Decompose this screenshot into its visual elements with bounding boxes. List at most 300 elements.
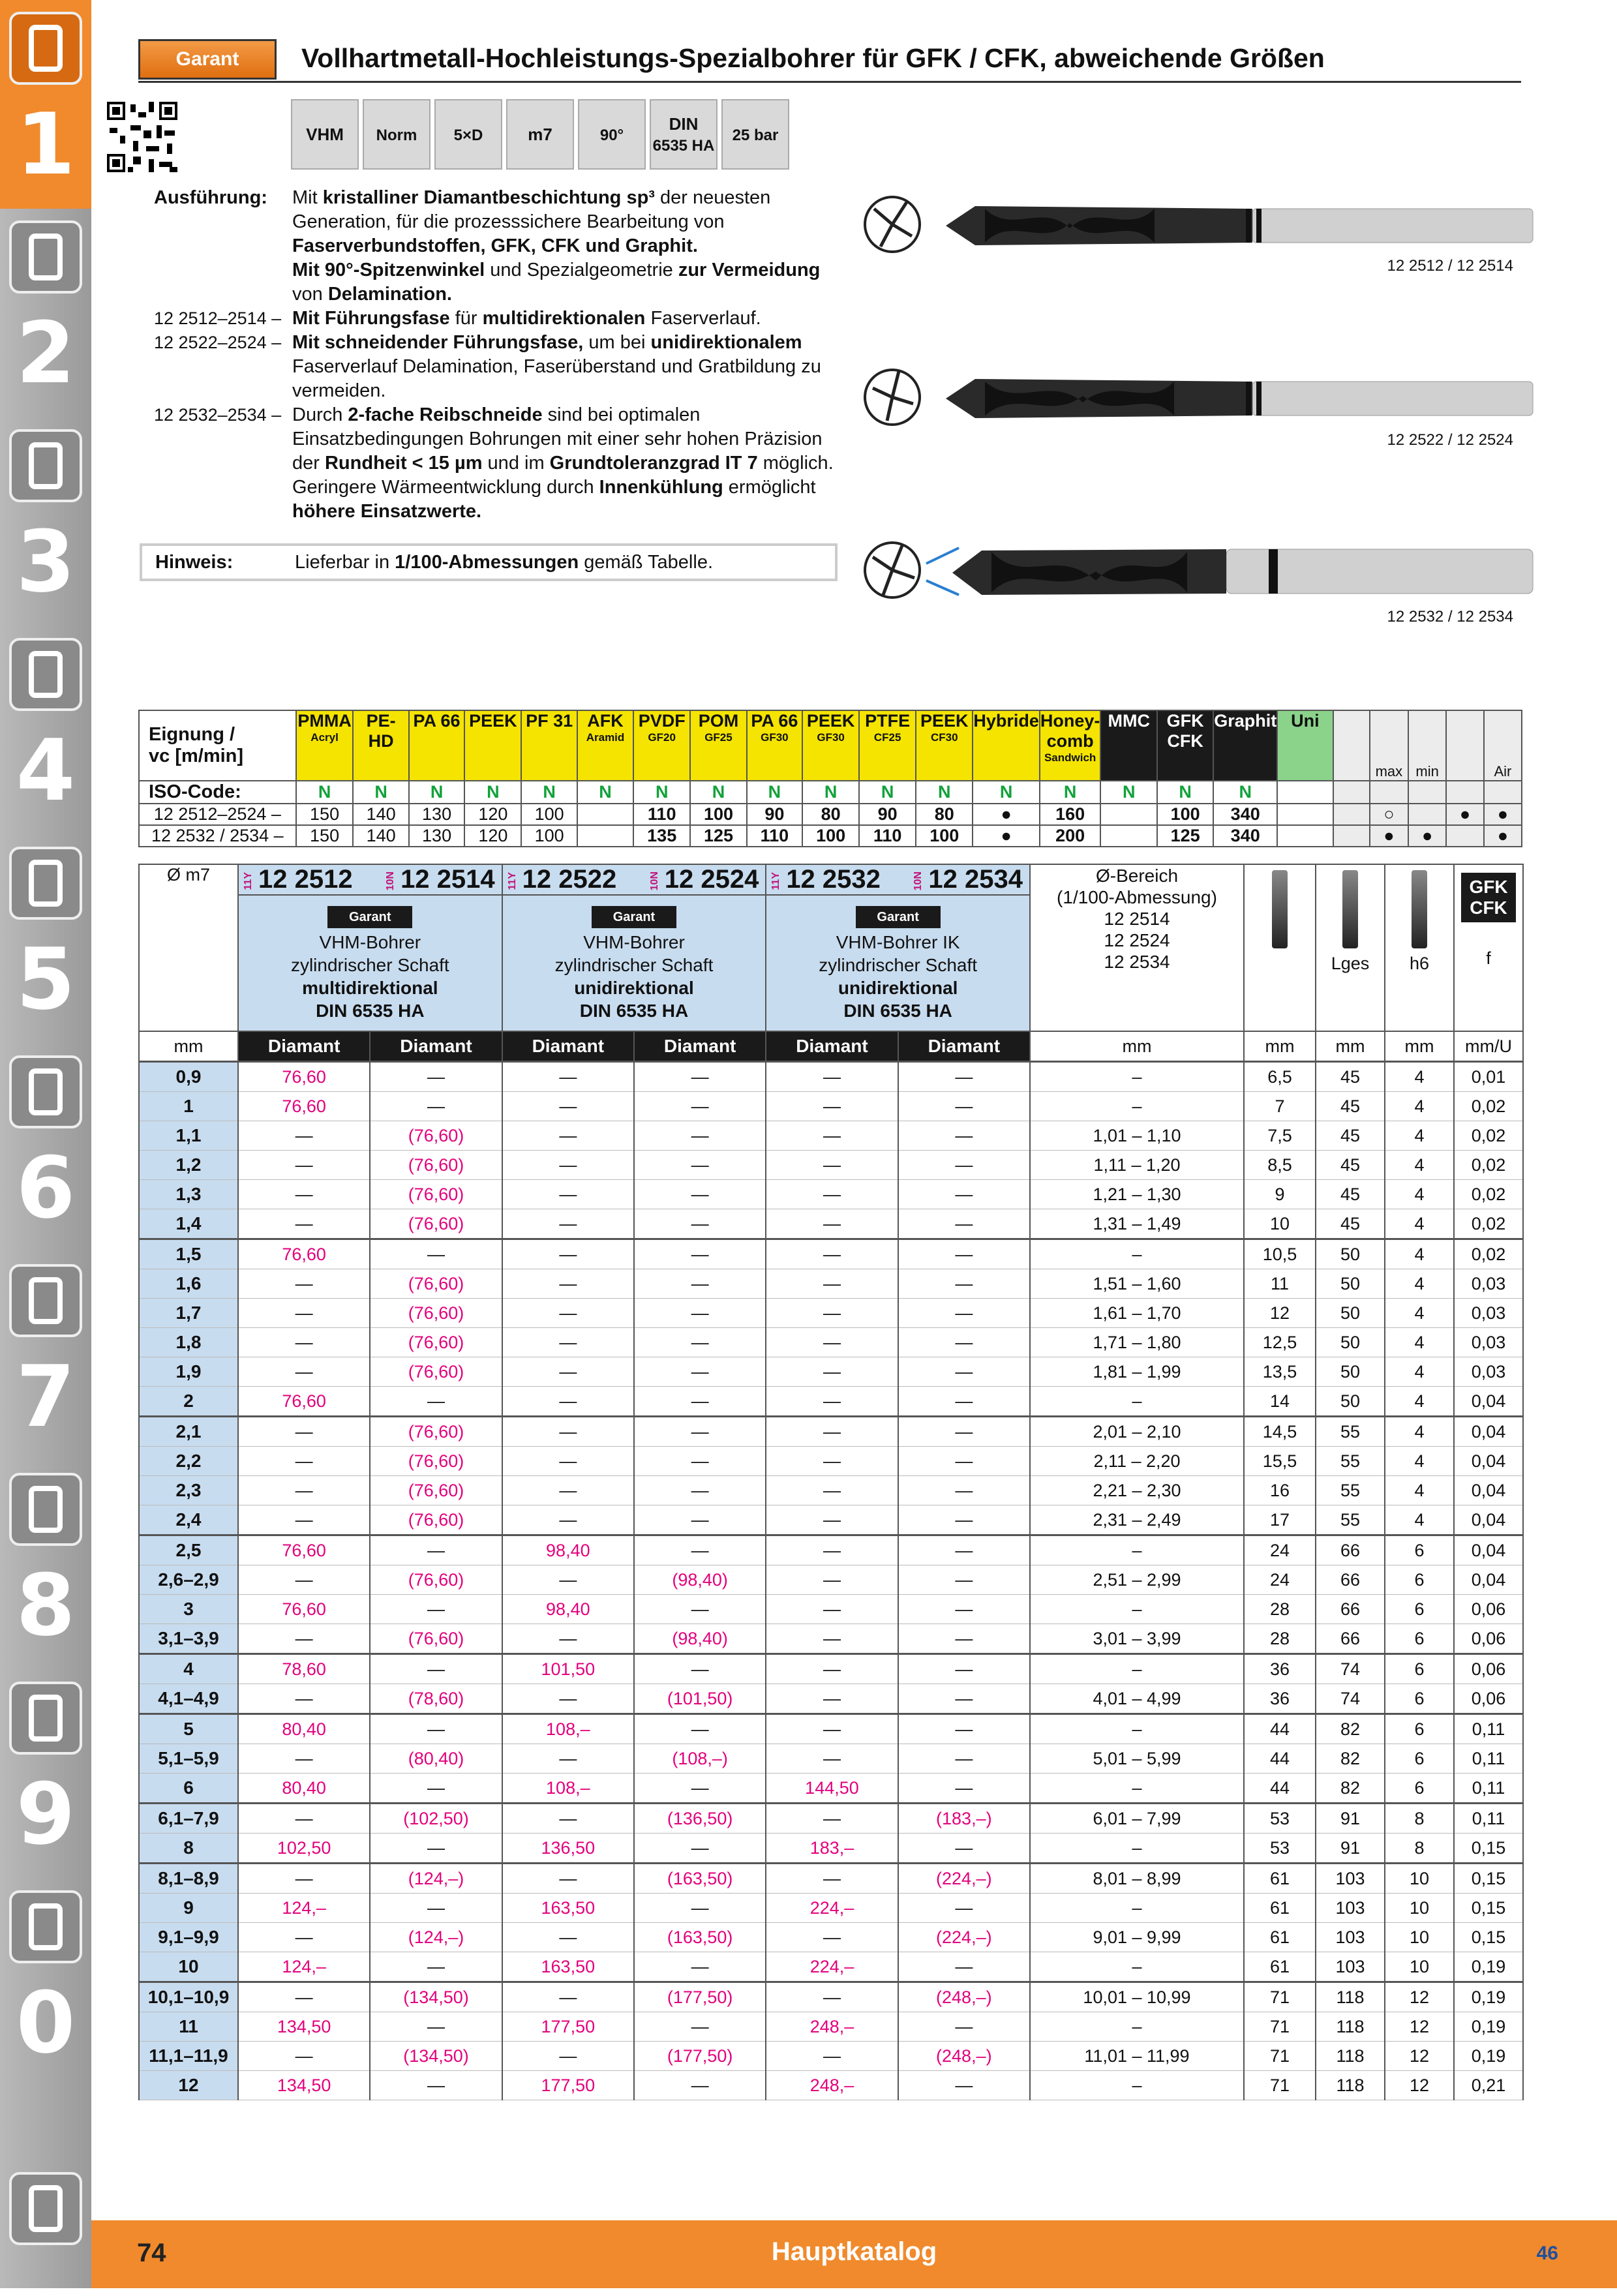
range-cell: 2,31 – 2,49: [1030, 1505, 1244, 1535]
table-row[interactable]: [139, 1269, 1523, 1299]
vc-value: 160: [1040, 804, 1101, 825]
price-cell: —: [766, 1565, 898, 1595]
coolant-cell: [1484, 781, 1522, 804]
range-header: [1030, 864, 1244, 1031]
range-cell: 1,01 – 1,10: [1030, 1121, 1244, 1151]
article-b: [913, 865, 1029, 894]
pliers-icon: [9, 1264, 82, 1337]
shank-cell: 4: [1385, 1239, 1454, 1269]
price-cell: —: [370, 1092, 502, 1121]
vc-row-label: 12 2512–2524 –: [139, 804, 296, 825]
table-row[interactable]: [139, 1151, 1523, 1180]
table-row[interactable]: [139, 1744, 1523, 1774]
range-cell: 1,81 – 1,99: [1030, 1357, 1244, 1387]
price-cell: —: [634, 1387, 766, 1417]
price-cell: (124,–): [370, 1923, 502, 1952]
unit-label: mm: [1244, 1031, 1316, 1062]
price-cell: —: [370, 1952, 502, 1982]
price-cell: —: [370, 1535, 502, 1565]
article-number: 12 2514: [400, 865, 495, 894]
flute-length-cell: 61: [1244, 1952, 1316, 1982]
vc-value: 150: [296, 804, 354, 825]
vc-value: 340: [1213, 825, 1277, 847]
chapter-tab-7[interactable]: [0, 1461, 91, 1670]
price-cell: —: [634, 1417, 766, 1447]
flute-length-cell: 28: [1244, 1595, 1316, 1624]
table-row[interactable]: [139, 1180, 1523, 1209]
coolant-cell: [1446, 781, 1483, 804]
length-icon: [434, 99, 502, 170]
price-cell: —: [898, 1774, 1030, 1804]
table-row[interactable]: [139, 1684, 1523, 1714]
badge-sub: 5×D: [453, 127, 483, 144]
price-cell: —: [898, 1535, 1030, 1565]
price-cell: —: [370, 1239, 502, 1269]
hint-label: Hinweis:: [155, 552, 234, 573]
price-cell: —: [898, 1744, 1030, 1774]
price-cell: (76,60): [370, 1417, 502, 1447]
price-cell: 108,–: [502, 1774, 634, 1804]
vc-value: 110: [859, 825, 916, 847]
shank-cell: 4: [1385, 1417, 1454, 1447]
price-cell: 163,50: [502, 1952, 634, 1982]
chapter-tab-10[interactable]: [0, 2087, 91, 2296]
chapter-tab-4[interactable]: [0, 835, 91, 1044]
price-cell: 98,40: [502, 1595, 634, 1624]
uni-col: Uni: [1277, 710, 1333, 781]
price-cell: —: [766, 1417, 898, 1447]
shank-cell: 10: [1385, 1894, 1454, 1923]
article-number: 12 2522: [522, 865, 617, 894]
price-cell: —: [766, 1624, 898, 1654]
vc-value: [1277, 825, 1333, 847]
material-name: PMMA: [297, 711, 352, 731]
table-row[interactable]: [139, 1417, 1523, 1447]
price-cell: —: [502, 2042, 634, 2071]
drill-drawing: [861, 362, 1539, 440]
material-sub: Acryl: [310, 731, 339, 744]
price-cell: —: [898, 1062, 1030, 1092]
feed-cell: 0,03: [1454, 1299, 1523, 1328]
price-cell: —: [766, 1864, 898, 1894]
feed-cell: 0,19: [1454, 2042, 1523, 2071]
price-cell: (80,40): [370, 1744, 502, 1774]
coolant-mark: ●: [1408, 825, 1447, 847]
shank-cell: 4: [1385, 1180, 1454, 1209]
coolant-mark: ○: [1370, 804, 1408, 825]
vc-row: [139, 804, 1522, 825]
vc-value: 110: [633, 804, 690, 825]
shank-cell: 6: [1385, 1565, 1454, 1595]
vc-value: 340: [1213, 804, 1277, 825]
price-cell: —: [238, 1864, 370, 1894]
coolant-icon: [721, 99, 789, 170]
shank-cell: 6: [1385, 1654, 1454, 1684]
insert-icon: [9, 220, 82, 294]
article-b: [649, 865, 766, 894]
feed-header: [1454, 864, 1523, 1031]
diameter-cell: 1,1: [139, 1121, 238, 1151]
table-row[interactable]: [139, 1982, 1523, 2012]
price-cell: —: [634, 1357, 766, 1387]
diameter-cell: 9,1–9,9: [139, 1923, 238, 1952]
shank-cell: 4: [1385, 1387, 1454, 1417]
price-cell: —: [766, 1328, 898, 1357]
diameter-cell: 6: [139, 1774, 238, 1804]
table-row[interactable]: [139, 1952, 1523, 1982]
range-cell: 6,01 – 7,99: [1030, 1804, 1244, 1834]
gfk-badge: GFK CFK: [1461, 873, 1516, 922]
diameter-cell: 8: [139, 1834, 238, 1864]
coolant-cell: [1333, 781, 1370, 804]
price-cell: —: [766, 1092, 898, 1121]
material-sub: CF30: [930, 731, 958, 744]
din-badge: [650, 99, 718, 170]
vc-value: 140: [353, 804, 408, 825]
flute-length-cell: 10,5: [1244, 1239, 1316, 1269]
vc-value: 125: [1157, 825, 1213, 847]
drill-length-icon: [1272, 870, 1288, 948]
feed-cell: 0,15: [1454, 1923, 1523, 1952]
flute-length-cell: 9: [1244, 1180, 1316, 1209]
norm-icon: [363, 99, 431, 170]
diameter-cell: 3,1–3,9: [139, 1624, 238, 1654]
shank-cell: 12: [1385, 2012, 1454, 2042]
diameter-cell: 2,1: [139, 1417, 238, 1447]
table-row[interactable]: [139, 1774, 1523, 1804]
shank-cell: 4: [1385, 1505, 1454, 1535]
badge-main: VHM: [306, 124, 344, 144]
table-row[interactable]: [139, 1476, 1523, 1505]
table-row[interactable]: [139, 1328, 1523, 1357]
price-cell: —: [898, 1121, 1030, 1151]
chapter-number: 4: [16, 721, 76, 820]
variant-text-2522: Mit schneidender Führungsfase, um bei unidirektionalem Faserverlauf Delamination, Faserüberstand und Gratbildung zu vermeiden.: [292, 332, 821, 401]
chapter-number: 7: [16, 1347, 76, 1446]
total-length-cell: 45: [1316, 1062, 1385, 1092]
diameter-cell: 9: [139, 1894, 238, 1923]
header-divider: [138, 81, 1521, 83]
material-col: [353, 710, 408, 781]
suit-label-2: vc [m/min]: [149, 746, 244, 766]
total-length-icon: [1342, 870, 1358, 948]
price-cell: 134,50: [238, 2071, 370, 2100]
price-cell: —: [502, 1121, 634, 1151]
ausfuehrung-text: Mit kristalliner Diamantbeschichtung sp³ der neuesten Generation, für die prozesssichere Bearbeitung von Faserverbundstoffen, GFK, CFK und Graphit. Mit 90°-Spitzenwinkel und Spezialgeometrie zur Vermeidung von Delamination.: [292, 187, 821, 305]
feed-cell: 0,02: [1454, 1209, 1523, 1239]
range-cell: 2,01 – 2,10: [1030, 1417, 1244, 1447]
material-col: [464, 710, 521, 781]
price-cell: 183,–: [766, 1834, 898, 1864]
table-row[interactable]: [139, 1121, 1523, 1151]
drill-image-2532[interactable]: [861, 535, 1539, 633]
ausfuehrung-label: Ausführung:: [154, 187, 267, 208]
shank-cell: 4: [1385, 1151, 1454, 1180]
iso-row: [139, 781, 1522, 804]
range-cell: –: [1030, 1062, 1244, 1092]
price-cell: —: [898, 2071, 1030, 2100]
table-row[interactable]: [139, 1565, 1523, 1595]
price-cell: —: [634, 1894, 766, 1923]
price-cell: —: [238, 1299, 370, 1328]
flute-length-cell: 16: [1244, 1476, 1316, 1505]
flute-length-cell: 24: [1244, 1535, 1316, 1565]
product-line3: unidirektional: [838, 978, 958, 998]
price-cell: —: [766, 1239, 898, 1269]
table-row[interactable]: [139, 1447, 1523, 1476]
shank-cell: 6: [1385, 1595, 1454, 1624]
price-cell: —: [766, 1151, 898, 1180]
table-row[interactable]: [139, 1535, 1523, 1565]
price-cell: (76,60): [370, 1269, 502, 1299]
chapter-tab-3[interactable]: [0, 626, 91, 835]
flute-length-cell: 53: [1244, 1804, 1316, 1834]
price-cell: —: [766, 1269, 898, 1299]
table-row[interactable]: [139, 1062, 1523, 1092]
flute-length-cell: 53: [1244, 1834, 1316, 1864]
drill-caption: 12 2512 / 12 2514: [1387, 257, 1513, 275]
toolcase-icon: [9, 1473, 82, 1546]
feed-cell: 0,01: [1454, 1062, 1523, 1092]
price-cell: 224,–: [766, 1894, 898, 1923]
qr-code-icon[interactable]: [104, 99, 180, 175]
price-cell: (124,–): [370, 1864, 502, 1894]
price-cell: (163,50): [634, 1864, 766, 1894]
article-a: [243, 865, 353, 894]
info-icon: [9, 2172, 82, 2245]
vhm-badge: [291, 99, 359, 170]
article-number: 12 2512: [258, 865, 353, 894]
unit-label: mm: [1030, 1031, 1244, 1062]
chapter-tab-6[interactable]: [0, 1252, 91, 1461]
material-name: Honey-comb: [1040, 711, 1100, 751]
flute-length-cell: 61: [1244, 1864, 1316, 1894]
total-length-cell: 55: [1316, 1447, 1385, 1476]
price-cell: (76,60): [370, 1299, 502, 1328]
range-cell: 11,01 – 11,99: [1030, 2042, 1244, 2071]
coating-label: Diamant: [634, 1031, 766, 1062]
coolant-cell: [1408, 781, 1447, 804]
vc-value: 80: [916, 804, 973, 825]
drill-image-2512[interactable]: [861, 189, 1539, 287]
garant-logo: [592, 906, 676, 928]
feed-cell: 0,15: [1454, 1834, 1523, 1864]
shank-cell: 6: [1385, 1744, 1454, 1774]
range-cell: –: [1030, 1834, 1244, 1864]
price-cell: —: [766, 1654, 898, 1684]
drill-length-header: [1244, 864, 1316, 1031]
table-row[interactable]: [139, 1239, 1523, 1269]
flute-length-cell: 44: [1244, 1744, 1316, 1774]
price-cell: —: [370, 1654, 502, 1684]
page-footer: [91, 2220, 1617, 2288]
article-number: 12 2532: [786, 865, 881, 894]
shank-cell: 8: [1385, 1804, 1454, 1834]
price-cell: —: [766, 1535, 898, 1565]
chapter-tab-2[interactable]: [0, 417, 91, 626]
chapter-tab-0[interactable]: [0, 0, 91, 209]
table-row[interactable]: [139, 2042, 1523, 2071]
feed-cell: 0,04: [1454, 1387, 1523, 1417]
price-cell: (76,60): [370, 1447, 502, 1476]
price-cell: —: [238, 2042, 370, 2071]
price-cell: (76,60): [370, 1121, 502, 1151]
range-cell: 1,51 – 1,60: [1030, 1269, 1244, 1299]
chapter-tab-1[interactable]: [0, 209, 91, 417]
table-row[interactable]: [139, 1624, 1523, 1654]
price-cell: —: [898, 1269, 1030, 1299]
chapter-tab-8[interactable]: [0, 1670, 91, 1879]
vc-value: 135: [633, 825, 690, 847]
iso-value: N: [859, 781, 916, 804]
caliper-icon: [9, 638, 82, 711]
variant-label-2522: 12 2522–2524 –: [154, 333, 282, 352]
chapter-number: 5: [16, 929, 76, 1029]
price-cell: 124,–: [238, 1952, 370, 1982]
iso-value: N: [690, 781, 746, 804]
flute-length-cell: 7,5: [1244, 1121, 1316, 1151]
table-row[interactable]: [139, 1595, 1523, 1624]
total-length-cell: 45: [1316, 1180, 1385, 1209]
table-row[interactable]: [139, 1209, 1523, 1239]
coolant-mark: ●: [1370, 825, 1408, 847]
iso-value: N: [296, 781, 354, 804]
table-row[interactable]: [139, 1923, 1523, 1952]
coating-label: Diamant: [898, 1031, 1030, 1062]
table-row[interactable]: [139, 1894, 1523, 1923]
unit-label: mm/U: [1454, 1031, 1523, 1062]
material-name: PF 31: [526, 711, 573, 731]
table-row[interactable]: [139, 1387, 1523, 1417]
material-sub: GF30: [817, 731, 845, 744]
price-cell: —: [898, 1387, 1030, 1417]
price-cell: —: [502, 1982, 634, 2012]
product-header-0[interactable]: [238, 864, 502, 1031]
footer-title: Hauptkatalog: [771, 2237, 937, 2266]
drill-image-2522[interactable]: [861, 362, 1539, 460]
price-cell: 224,–: [766, 1952, 898, 1982]
price-cell: 76,60: [238, 1239, 370, 1269]
feed-cell: 0,19: [1454, 1952, 1523, 1982]
price-cell: —: [634, 1476, 766, 1505]
total-length-cell: 82: [1316, 1774, 1385, 1804]
price-cell: (248,–): [898, 1982, 1030, 2012]
material-sub: CF25: [873, 731, 901, 744]
vc-value: ●: [973, 804, 1040, 825]
total-length-cell: 50: [1316, 1239, 1385, 1269]
table-row[interactable]: [139, 1357, 1523, 1387]
range-header-line: 12 2524: [1104, 930, 1170, 950]
iso-value: N: [802, 781, 859, 804]
price-cell: —: [502, 1744, 634, 1774]
iso-value: N: [464, 781, 521, 804]
price-cell: (224,–): [898, 1923, 1030, 1952]
diameter-cell: 4: [139, 1654, 238, 1684]
material-col: [859, 710, 916, 781]
product-line4: DIN 6535 HA: [316, 1001, 425, 1021]
total-length-cell: 50: [1316, 1328, 1385, 1357]
product-header-2[interactable]: [766, 864, 1030, 1031]
product-line1: VHM-Bohrer: [583, 932, 685, 952]
price-cell: (108,–): [634, 1744, 766, 1774]
table-row[interactable]: [139, 1864, 1523, 1894]
price-cell: —: [634, 1239, 766, 1269]
price-cell: 108,–: [502, 1714, 634, 1744]
chapter-tab-5[interactable]: [0, 1044, 91, 1252]
price-cell: 136,50: [502, 1834, 634, 1864]
total-length-cell: 118: [1316, 1982, 1385, 2012]
vc-value: [1100, 804, 1157, 825]
price-cell: —: [766, 1357, 898, 1387]
chapter-number: 2: [16, 303, 76, 402]
chapter-tab-9[interactable]: [0, 1879, 91, 2087]
brand-text: Garant: [877, 910, 919, 924]
price-cell: —: [502, 1684, 634, 1714]
vc-value: 120: [464, 804, 521, 825]
table-row[interactable]: [139, 1299, 1523, 1328]
table-row[interactable]: [139, 1092, 1523, 1121]
coolant-mark: [1446, 825, 1483, 847]
price-cell: —: [634, 1151, 766, 1180]
diameter-cell: 1,5: [139, 1239, 238, 1269]
material-name: PTFE: [865, 711, 911, 731]
material-sub: GF25: [704, 731, 733, 744]
total-length-cell: 55: [1316, 1505, 1385, 1535]
price-cell: —: [238, 1476, 370, 1505]
table-row[interactable]: [139, 2012, 1523, 2042]
range-header-line: 12 2534: [1104, 952, 1170, 972]
feed-cell: 0,04: [1454, 1535, 1523, 1565]
suit-header-row: [139, 710, 1522, 781]
shank-cell: 4: [1385, 1121, 1454, 1151]
special-col: GFK CFK: [1157, 710, 1213, 781]
feed-cell: 0,06: [1454, 1684, 1523, 1714]
table-row[interactable]: [139, 1505, 1523, 1535]
table-row[interactable]: [139, 2071, 1523, 2100]
price-cell: —: [502, 1447, 634, 1476]
shank-cell: 4: [1385, 1447, 1454, 1476]
price-cell: —: [898, 1714, 1030, 1744]
vc-value: 100: [521, 825, 577, 847]
article-numbers: [766, 865, 1029, 896]
material-name: Hybride: [973, 711, 1039, 731]
price-cell: —: [898, 1447, 1030, 1476]
special-col: Graphit: [1213, 710, 1277, 781]
price-cell: —: [370, 2012, 502, 2042]
price-cell: 144,50: [766, 1774, 898, 1804]
price-cell: —: [898, 1624, 1030, 1654]
diameter-cell: 2,5: [139, 1535, 238, 1565]
table-row[interactable]: [139, 1834, 1523, 1864]
shank-cell: 4: [1385, 1092, 1454, 1121]
table-row[interactable]: [139, 1654, 1523, 1684]
price-cell: (76,60): [370, 1180, 502, 1209]
shank-cell: 12: [1385, 2071, 1454, 2100]
price-cell: —: [898, 1684, 1030, 1714]
price-cell: (102,50): [370, 1804, 502, 1834]
price-cell: —: [634, 1121, 766, 1151]
product-header-1[interactable]: [502, 864, 766, 1031]
price-cell: (134,50): [370, 1982, 502, 2012]
material-col: [973, 710, 1040, 781]
table-row[interactable]: [139, 1804, 1523, 1834]
article-tag: 10N: [385, 871, 397, 891]
table-row[interactable]: [139, 1714, 1523, 1744]
diameter-cell: 5: [139, 1714, 238, 1744]
price-cell: (76,60): [370, 1476, 502, 1505]
diameter-cell: 1,2: [139, 1151, 238, 1180]
price-cell: —: [370, 1774, 502, 1804]
